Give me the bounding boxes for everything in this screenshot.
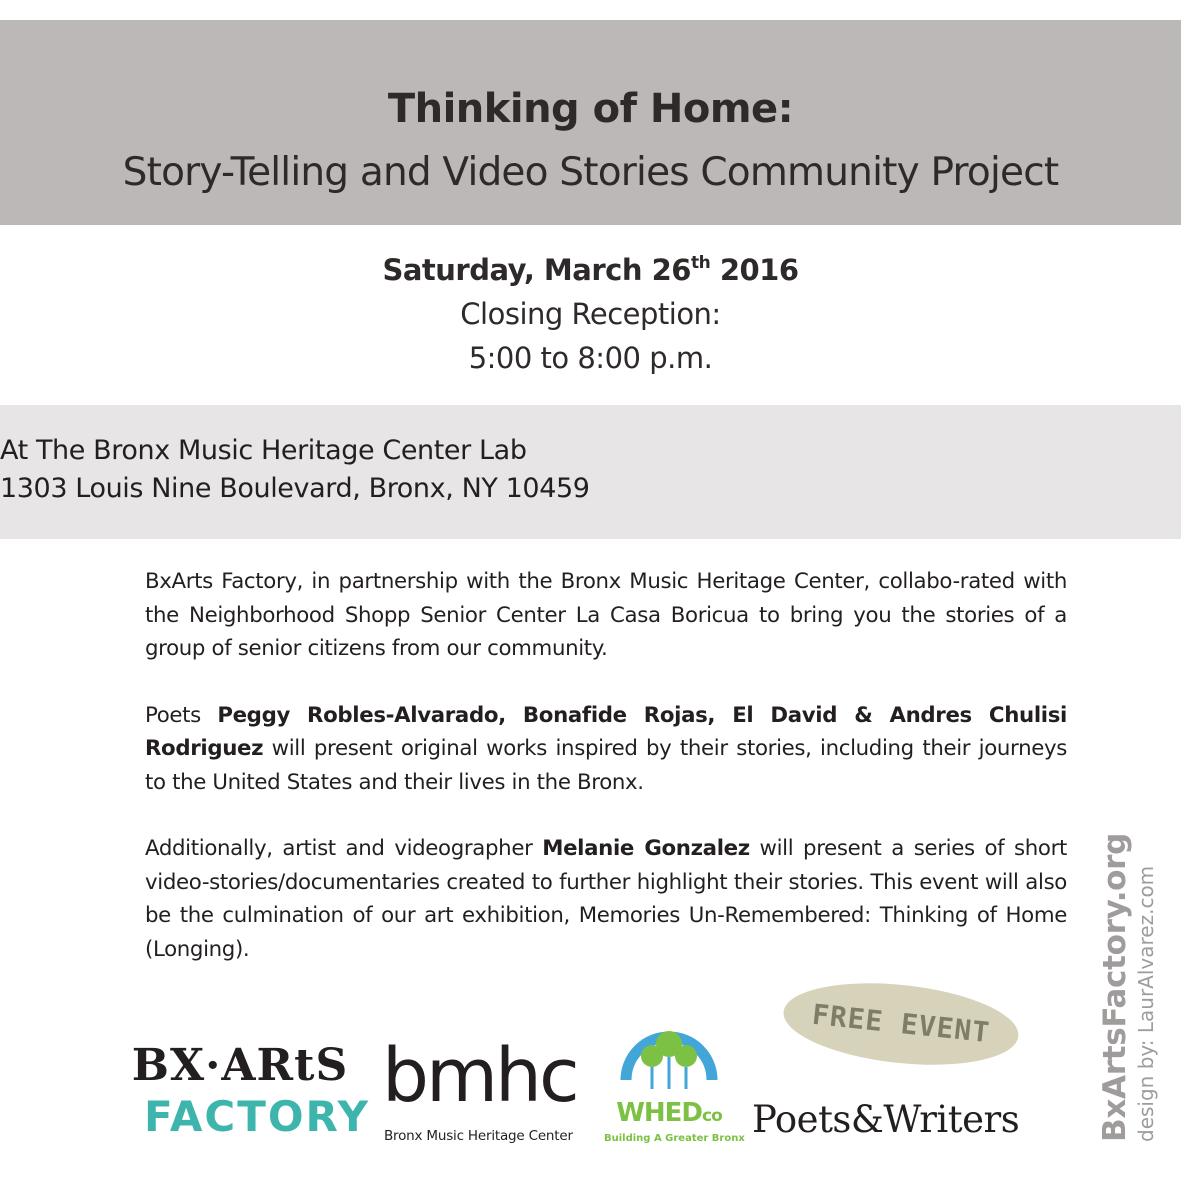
side-design-credit: design by: LaurAlvarez.com	[1134, 865, 1158, 1142]
paragraph-intro: BxArts Factory, in partnership with the Bronx Music Heritage Center, collabo-rated with the Neighborhood Shopp Senior Center La Casa Boricua to bring you the stories of a group of senior citizens from our community.	[145, 569, 1067, 661]
poets-lead: Poets	[145, 702, 201, 728]
bxarts-factory-logo	[130, 1040, 371, 1150]
poets-writers-logo: Poets&Writers	[752, 1098, 1020, 1141]
event-date-year: 2016	[719, 253, 799, 287]
poets-rest: will present original works inspired by their stories, including their journeys to the United States and their lives in the Bronx.	[145, 736, 1067, 795]
whedco-logo-co: co	[702, 1106, 722, 1126]
bmhc-logo	[382, 1033, 582, 1150]
header-band	[0, 20, 1181, 225]
paragraph-video	[145, 832, 1067, 966]
event-date-block	[0, 248, 1181, 380]
event-date	[0, 248, 1181, 292]
paragraph-poets	[145, 699, 1067, 800]
bxarts-logo-bottom: FACTORY	[144, 1092, 371, 1141]
whedco-logo-tagline: Building A Greater Bronx	[604, 1133, 745, 1144]
video-rest: will present a series of short video-stories/documentaries created to further highlight their stories. This event will also be the culmination of our art exhibition, Memories Un-Remembered: Thinking of Home (Longing).	[145, 836, 1067, 962]
whedco-logo	[604, 1018, 745, 1148]
side-org-url: BxArtsFactory.org	[1097, 832, 1133, 1142]
description	[145, 565, 1067, 999]
event-time: 5:00 to 8:00 p.m.	[468, 341, 713, 375]
bmhc-logo-word: bmhc	[382, 1033, 577, 1119]
bxarts-logo-top: BX·ARtS	[131, 1040, 349, 1091]
reception-label: Closing Reception:	[460, 297, 721, 331]
page-title: Thinking of Home:	[387, 86, 794, 132]
bmhc-logo-caption: Bronx Music Heritage Center	[384, 1128, 573, 1144]
videographer-name: Melanie Gonzalez	[542, 836, 750, 861]
venue-block	[0, 432, 1181, 508]
venue-address: 1303 Louis Nine Boulevard, Bronx, NY 10459	[0, 473, 590, 504]
event-date-prefix: Saturday, March 26	[382, 253, 691, 287]
page-subtitle: Story-Telling and Video Stories Community Project	[122, 150, 1059, 195]
side-credits	[1097, 812, 1159, 1142]
free-event-badge: FREE EVENT	[780, 973, 1023, 1075]
whedco-logo-word	[604, 1098, 734, 1128]
event-date-suffix: th	[690, 253, 711, 273]
poets-names: Peggy Robles-Alvarado, Bonafide Rojas, El David & Andres Chulisi Rodriguez	[145, 702, 1067, 761]
whedco-tree-icon	[604, 1018, 734, 1100]
video-lead: Additionally, artist and videographer	[145, 836, 533, 861]
whedco-logo-main: WHED	[616, 1098, 702, 1128]
venue-name: At The Bronx Music Heritage Center Lab	[0, 435, 527, 466]
